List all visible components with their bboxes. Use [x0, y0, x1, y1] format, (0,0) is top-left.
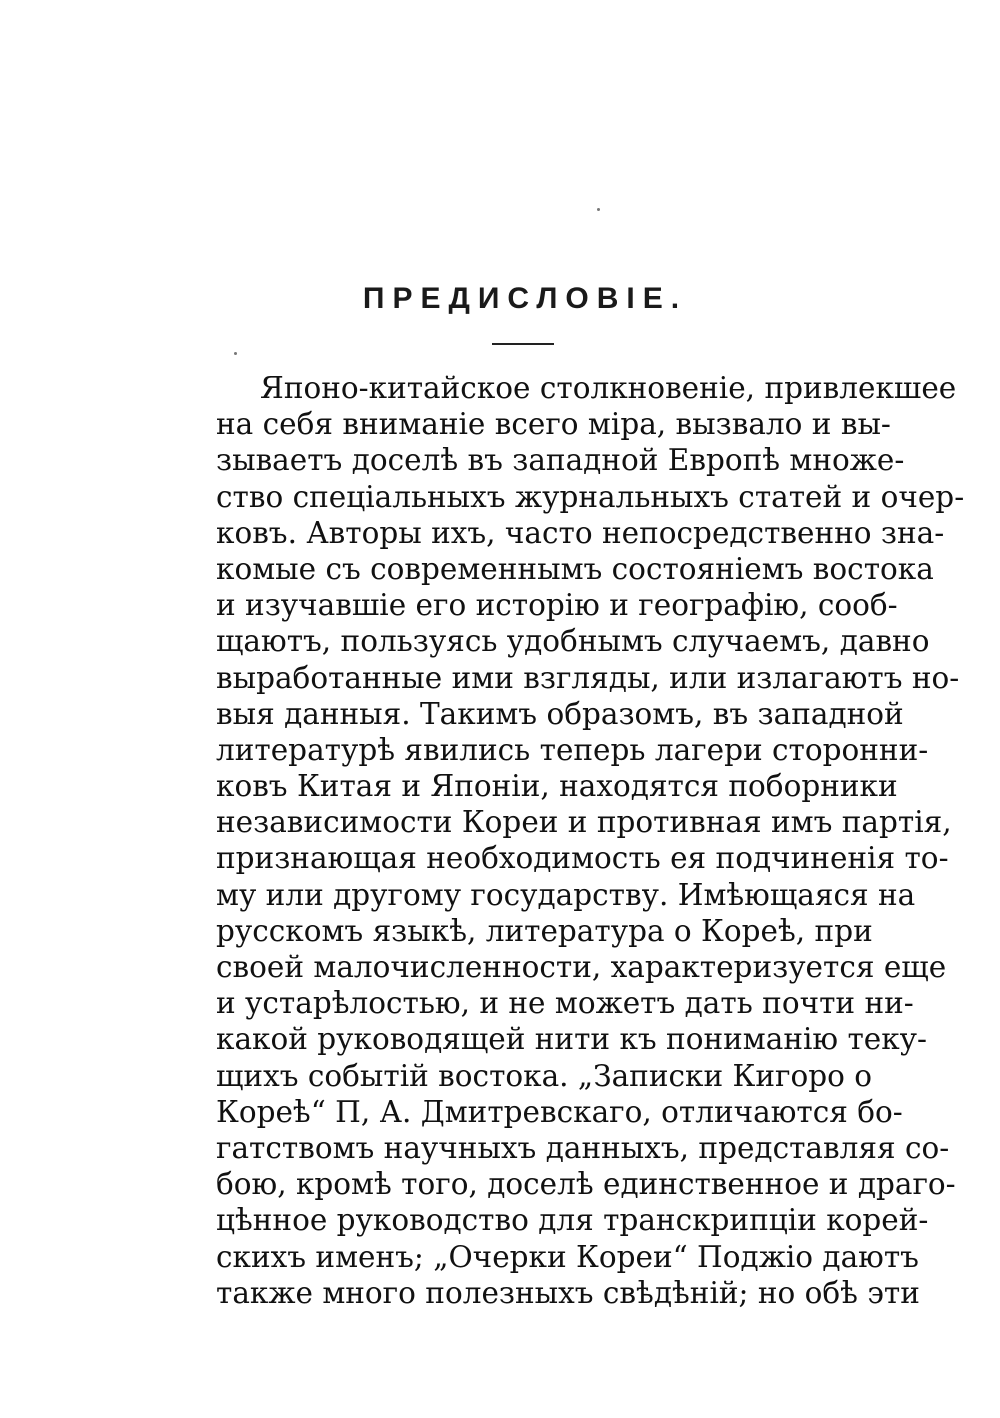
- text-line: и устарѣлостью, и не можетъ дать почти ни-: [216, 986, 914, 1021]
- text-line: Японо-китайское столкновеніе, привлекшее: [260, 371, 957, 405]
- text-line: признающая необходимость ея подчиненія то-: [216, 841, 949, 876]
- text-line: ковъ. Авторы ихъ, часто непосредственно зна-: [216, 515, 945, 550]
- text-line: своей малочисленности, характеризуется еще: [216, 950, 947, 984]
- text-line: щаютъ, пользуясь удобнымъ случаемъ, давно: [216, 624, 930, 659]
- text-line: му или другому государству. Имѣющаяся на: [216, 877, 916, 912]
- paper-speck: [597, 208, 600, 211]
- text-line: цѣнное руководство для транскрипціи корей-: [216, 1203, 929, 1238]
- text-line: русскомъ языкѣ, литература о Кореѣ, при: [216, 913, 873, 948]
- text-line: щихъ событій востока. „Записки Кигоро о: [216, 1058, 873, 1093]
- text-line: комые съ современнымъ состояніемъ востока: [216, 551, 934, 586]
- text-line: ство спеціальныхъ журнальныхъ статей и очер-: [216, 479, 965, 514]
- text-line: зываетъ доселѣ въ западной Европѣ множе-: [216, 443, 905, 478]
- text-line: скихъ именъ; „Очерки Кореи“ Поджіо даютъ: [216, 1239, 919, 1274]
- text-line: также много полезныхъ свѣдѣній; но обѣ эти: [216, 1275, 920, 1310]
- text-line: литературѣ явились теперь лагери сторонни-: [216, 732, 929, 767]
- paper-speck: [234, 352, 237, 355]
- text-line: выя данныя. Такимъ образомъ, въ западной: [216, 696, 904, 731]
- text-line: бою, кромѣ того, доселѣ единственное и драго-: [216, 1167, 956, 1202]
- text-line: Кореѣ“ П, А. Дмитревскаго, отличаются бо-: [216, 1094, 903, 1129]
- text-line: какой руководящей нити къ пониманію теку-: [216, 1022, 928, 1057]
- text-line: независимости Кореи и противная имъ партія,: [216, 805, 952, 840]
- page-title: ПРЕДИСЛОВІЕ.: [362, 282, 688, 315]
- text-line: ковъ Китая и Японіи, находятся поборники: [216, 769, 898, 804]
- text-line: и изучавшіе его исторію и географію, сооб-: [216, 588, 898, 623]
- text-line: гатствомъ научныхъ данныхъ, представляя со-: [216, 1130, 950, 1165]
- text-line: выработанные ими взгляды, или излагаютъ но-: [216, 660, 960, 695]
- preface-paragraph: [216, 370, 965, 1311]
- title-divider: [492, 343, 554, 345]
- text-line: на себя вниманіе всего міра, вызвало и вы-: [216, 407, 891, 442]
